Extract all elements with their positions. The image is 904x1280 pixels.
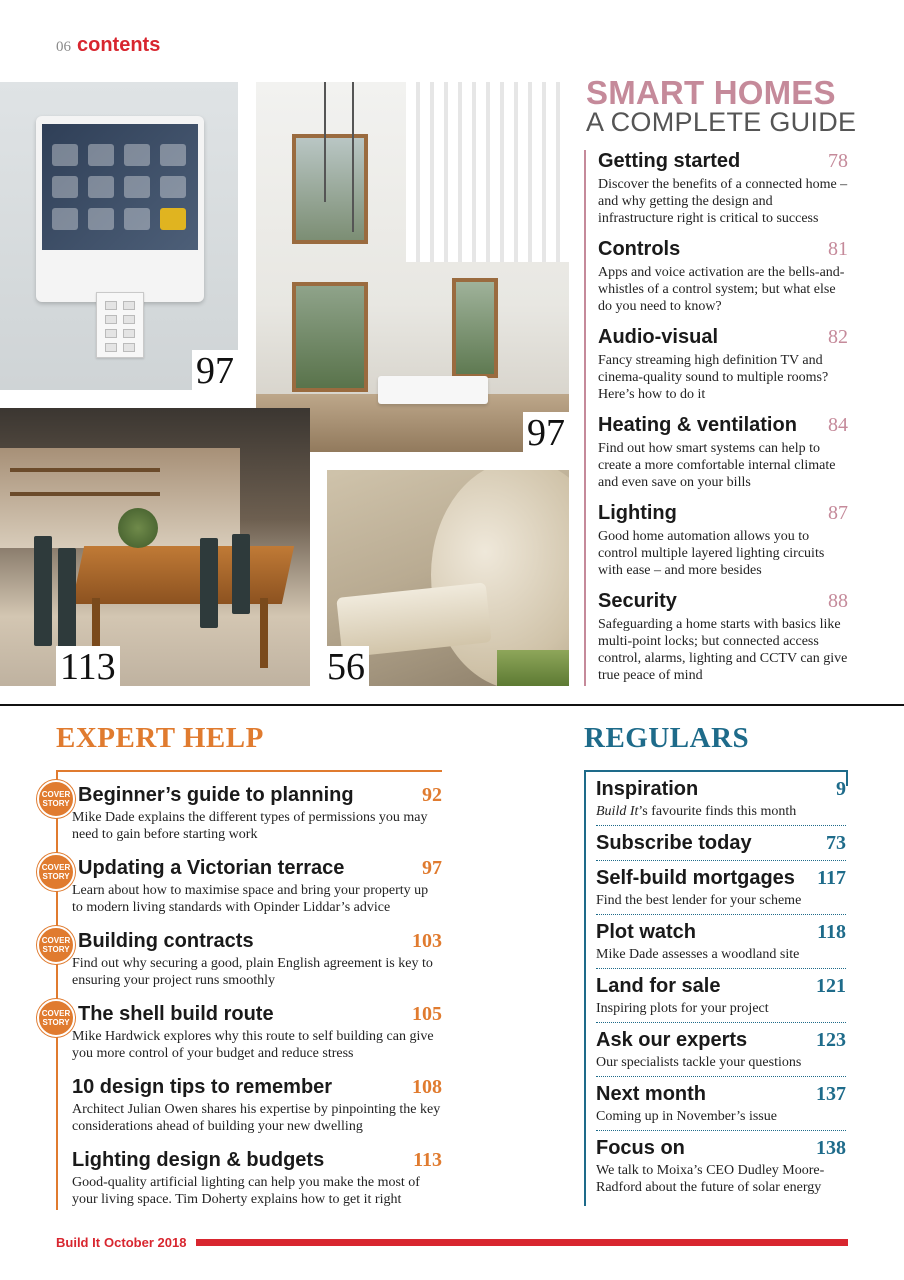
list-item[interactable] [41,772,442,845]
item-title: Ask our experts [596,1029,748,1051]
list-item[interactable] [598,150,848,238]
cover-story-badge: COVER STORY [37,999,75,1037]
item-title: Controls [598,238,681,260]
list-item[interactable] [72,1137,442,1210]
list-item[interactable] [596,772,846,826]
item-description: Coming up in November’s issue [596,1109,777,1124]
item-title: Audio-visual [598,326,719,348]
list-item[interactable] [41,918,442,991]
item-page: 9 [836,778,846,800]
section-title: contents [77,34,161,56]
item-page: 108 [412,1076,442,1098]
list-item[interactable] [596,1077,846,1131]
list-item[interactable] [598,502,848,590]
item-page: 92 [422,784,442,806]
item-description: Mike Hardwick explores why this route to self building can give you more control of your budget and reduce stress [72,1029,434,1061]
item-title: Beginner’s guide to planning [78,784,354,806]
touchscreen-panel [36,116,204,302]
item-description: Learn about how to maximise space and bring your property up to modern living standards with Opinder Liddar’s advice [72,883,429,915]
item-title: The shell build route [78,1003,274,1025]
list-item[interactable] [598,238,848,326]
smart-homes-list [584,150,848,686]
item-title: Security [598,590,677,612]
list-item[interactable] [596,1023,846,1077]
item-description: Mike Dade assesses a woodland site [596,947,800,962]
item-page: 84 [828,414,848,436]
item-title: Plot watch [596,921,697,943]
item-description: Mike Dade explains the different types of permissions you may need to gain before starting work [72,810,428,842]
expert-help-list [41,770,442,1210]
cover-story-badge: COVER STORY [37,780,75,818]
item-title: Lighting [598,502,677,524]
item-page: 103 [412,930,442,952]
expert-help-title: EXPERT HELP [56,722,264,754]
item-page: 121 [816,975,846,997]
page-footer [56,1235,848,1250]
photo-control-panel [0,82,238,390]
footer-brand: Build It [56,1235,101,1250]
item-description: Architect Julian Owen shares his expertise by pinpointing the key considerations ahead of building your new dwelling [72,1102,441,1134]
item-description: We talk to Moixa’s CEO Dudley Moore-Radford about the future of solar energy [596,1163,825,1195]
item-description: Good home automation allows you to control multiple layered lighting circuits with ease – and more besides [598,529,825,578]
list-item[interactable] [41,845,442,918]
item-page: 73 [826,832,846,854]
item-page: 137 [816,1083,846,1105]
item-description: Discover the benefits of a connected home – and why getting the design and infrastructure right is critical to success [598,177,848,226]
list-item[interactable] [596,915,846,969]
photo-insulation [327,470,569,686]
item-page: 118 [817,921,846,943]
photo-page-label: 113 [56,646,120,686]
photo-page-label: 97 [192,350,238,390]
item-page: 123 [816,1029,846,1051]
list-item[interactable] [596,826,846,861]
item-title: Subscribe today [596,832,752,854]
item-description: Find the best lender for your scheme [596,893,802,908]
item-title: Focus on [596,1137,685,1159]
list-item[interactable] [598,326,848,414]
list-item[interactable] [598,590,848,683]
item-page: 117 [817,867,846,889]
photo-double-height-room [256,82,569,452]
item-page: 81 [828,238,848,260]
list-item[interactable] [596,861,846,915]
item-page: 78 [828,150,848,172]
list-item[interactable] [596,969,846,1023]
list-item[interactable] [596,1131,846,1201]
item-title: Building contracts [78,930,254,952]
smart-homes-subtitle: A COMPLETE GUIDE [586,107,857,137]
item-description: Build It’s favourite finds this month [596,804,797,819]
list-item[interactable] [72,1064,442,1137]
list-item[interactable] [41,991,442,1064]
cover-story-badge: COVER STORY [37,853,75,891]
item-title: Inspiration [596,778,699,800]
item-description: Apps and voice activation are the bells-and-whistles of a control system; but what else do you need to know? [598,265,845,314]
item-page: 88 [828,590,848,612]
keypad-switch [96,292,144,358]
item-description: Find out how smart systems can help to create a more comfortable internal climate and even save on your bills [598,441,836,490]
photo-kitchen-dining [0,408,310,686]
item-title: Getting started [598,150,741,172]
item-title: Land for sale [596,975,721,997]
item-page: 105 [412,1003,442,1025]
cover-story-badge: COVER STORY [37,926,75,964]
item-title: Lighting design & budgets [72,1149,325,1171]
smart-homes-title: SMART HOMES [586,74,836,111]
footer-date: October 2018 [104,1235,187,1250]
item-title: Updating a Victorian terrace [78,857,345,879]
item-description: Safeguarding a home starts with basics like multi-point locks; but connected access control, alarms, lighting and CCTV can give true peace of mind [598,617,848,683]
item-page: 82 [828,326,848,348]
item-page: 97 [422,857,442,879]
page-number: 06 [56,39,71,55]
regulars-list [584,770,848,1206]
footer-rule [196,1239,848,1246]
item-page: 87 [828,502,848,524]
item-description: Good-quality artificial lighting can help you make the most of your living space. Tim Doherty explains how to get it right [72,1175,420,1207]
item-title: Heating & ventilation [598,414,797,436]
page-header [56,34,160,57]
item-description: Inspiring plots for your project [596,1001,769,1016]
item-description: Find out why securing a good, plain English agreement is key to ensuring your project runs smoothly [72,956,433,988]
regulars-title: REGULARS [584,722,750,754]
section-divider [0,704,904,706]
item-title: Next month [596,1083,706,1105]
photo-page-label: 97 [523,412,569,452]
item-title: 10 design tips to remember [72,1076,333,1098]
item-page: 113 [413,1149,442,1171]
item-description: Fancy streaming high definition TV and cinema-quality sound to multiple rooms? Here’s how to do it [598,353,829,402]
item-page: 138 [816,1137,846,1159]
item-title: Self-build mortgages [596,867,795,889]
photo-page-label: 56 [327,646,369,686]
list-item[interactable] [598,414,848,502]
item-description: Our specialists tackle your questions [596,1055,802,1070]
